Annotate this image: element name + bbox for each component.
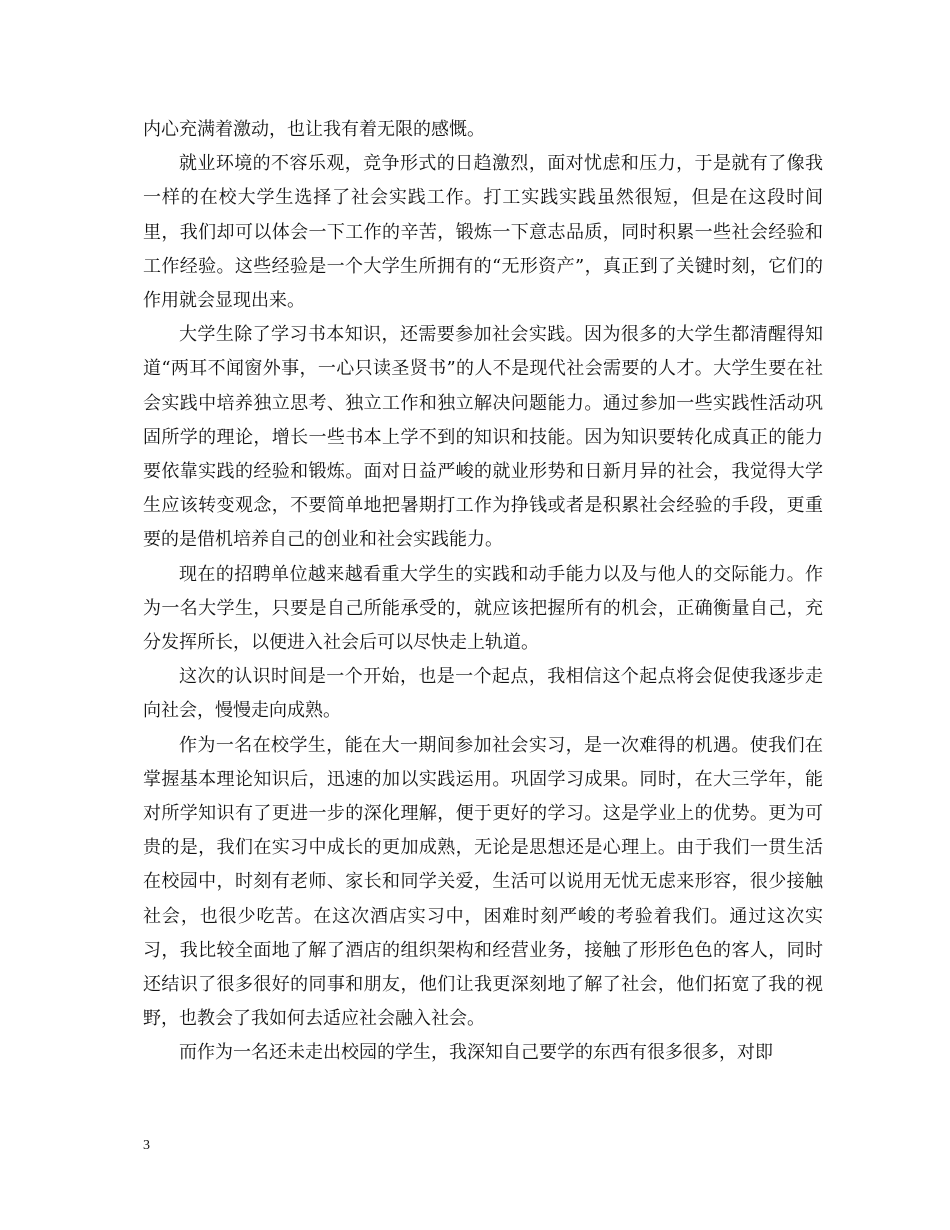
page-number: 3	[143, 1138, 150, 1153]
document-body	[143, 113, 823, 1071]
paragraph-6: 作为一名在校学生，能在大一期间参加社会实习，是一次难得的机遇。使我们在掌握基本理论知识后，迅速的加以实践运用。巩固学习成果。同时，在大三学年，能对所学知识有了更进一步的深化理解，便于更好的学习。这是学业上的优势。更为可贵的是，我们在实习中成长的更加成熟，无论是思想还是心理上。由于我们一贯生活在校园中，时刻有老师、家长和同学关爱，生活可以说用无忧无虑来形容，很少接触社会，也很少吃苦。在这次酒店实习中，困难时刻严峻的考验着我们。通过这次实习，我比较全面地了解了酒店的组织架构和经营业务，接触了形形色色的客人，同时还结识了很多很好的同事和朋友，他们让我更深刻地了解了社会，他们拓宽了我的视野，也教会了我如何去适应社会融入社会。	[143, 734, 823, 1030]
paragraph-3: 大学生除了学习书本知识，还需要参加社会实践。因为很多的大学生都清醒得知道“两耳不闻窗外事，一心只读圣贤书”的人不是现代社会需要的人才。大学生要在社会实践中培养独立思考、独立工作和独立解决问题能力。通过参加一些实践性活动巩固所学的理论，增长一些书本上学不到的知识和技能。因为知识要转化成真正的能力要依靠实践的经验和锻炼。面对日益严峻的就业形势和日新月异的社会，我觉得大学生应该转变观念，不要简单地把暑期打工作为挣钱或者是积累社会经验的手段，更重要的是借机培养自己的创业和社会实践能力。	[143, 324, 823, 551]
paragraph-5: 这次的认识时间是一个开始，也是一个起点，我相信这个起点将会促使我逐步走向社会，慢慢走向成熟。	[143, 666, 823, 722]
paragraph-2: 就业环境的不容乐观，竞争形式的日趋激烈，面对忧虑和压力，于是就有了像我一样的在校大学生选择了社会实践工作。打工实践实践虽然很短，但是在这段时间里，我们却可以体会一下工作的辛苦，锻炼一下意志品质，同时积累一些社会经验和工作经验。这些经验是一个大学生所拥有的“无形资产”，真正到了关键时刻，它们的作用就会显现出来。	[143, 153, 823, 312]
paragraph-4: 现在的招聘单位越来越看重大学生的实践和动手能力以及与他人的交际能力。作为一名大学生，只要是自己所能承受的，就应该把握所有的机会，正确衡量自己，充分发挥所长，以便进入社会后可以尽快走上轨道。	[143, 563, 823, 654]
paragraph-1: 内心充满着激动，也让我有着无限的感慨。	[143, 119, 485, 140]
paragraph-7: 而作为一名还未走出校园的学生，我深知自己要学的东西有很多很多，对即	[179, 1042, 773, 1064]
